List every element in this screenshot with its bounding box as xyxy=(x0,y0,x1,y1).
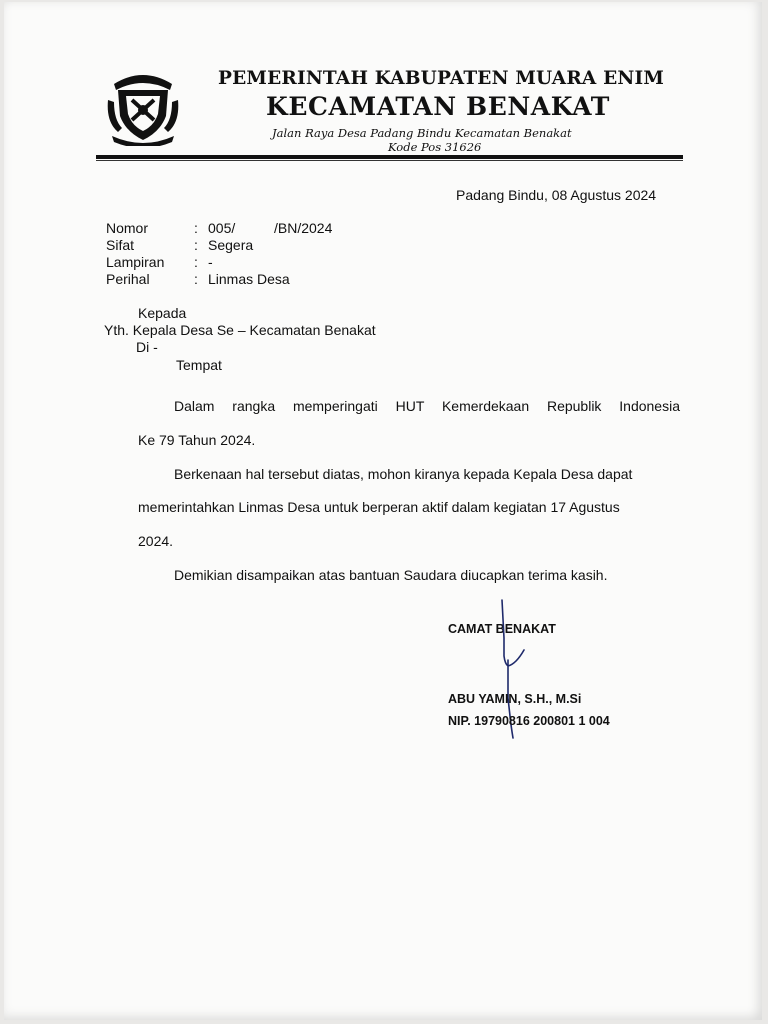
recipient-kepada: Kepada xyxy=(138,305,187,321)
letterhead-address: Jalan Raya Desa Padang Bindu Kecamatan Benakat xyxy=(272,126,572,140)
perihal-label: Perihal xyxy=(106,271,150,287)
lampiran-separator: : xyxy=(194,254,198,270)
letterhead-divider-thin xyxy=(96,160,683,161)
body-paragraph-1-line-1: Dalam rangka memperingati HUT Kemerdekaan Republik Indonesia xyxy=(174,398,680,414)
body-paragraph-2-line-3: 2024. xyxy=(138,533,174,549)
body-paragraph-2-line-2: memerintahkan Linmas Desa untuk berperan aktif dalam kegiatan 17 Agustus xyxy=(138,499,620,515)
signatory-nip: NIP. 19790816 200801 1 004 xyxy=(448,714,610,728)
perihal-separator: : xyxy=(194,271,198,287)
nomor-separator: : xyxy=(194,220,198,236)
letter-page xyxy=(4,2,762,1020)
recipient-tempat: Tempat xyxy=(176,357,222,373)
letterhead-government: PEMERINTAH KABUPATEN MUARA ENIM xyxy=(218,68,665,89)
body-closing-paragraph: Demikian disampaikan atas bantuan Saudara diucapkan terima kasih. xyxy=(174,567,608,583)
lampiran-value: - xyxy=(208,254,213,270)
recipient-yth: Yth. Kepala Desa Se – Kecamatan Benakat xyxy=(104,322,376,338)
recipient-di: Di - xyxy=(136,339,158,355)
nomor-value-prefix: 005/ xyxy=(208,220,236,236)
signatory-name: ABU YAMIN, S.H., M.Si xyxy=(448,692,582,706)
signatory-title: CAMAT BENAKAT xyxy=(448,622,556,636)
letter-date: Padang Bindu, 08 Agustus 2024 xyxy=(456,187,657,203)
regency-emblem-icon xyxy=(104,70,182,146)
letterhead-district: KECAMATAN BENAKAT xyxy=(266,92,610,121)
sifat-value: Segera xyxy=(208,237,254,253)
perihal-value: Linmas Desa xyxy=(208,271,290,287)
sifat-label: Sifat xyxy=(106,237,135,253)
nomor-value-suffix: /BN/2024 xyxy=(274,220,333,236)
letterhead-divider-thick xyxy=(96,155,683,159)
lampiran-label: Lampiran xyxy=(106,254,165,270)
sifat-separator: : xyxy=(194,237,198,253)
nomor-label: Nomor xyxy=(106,220,149,236)
body-paragraph-1-line-2: Ke 79 Tahun 2024. xyxy=(138,432,256,448)
letterhead-postal-code: Kode Pos 31626 xyxy=(388,140,482,154)
body-paragraph-2-line-1: Berkenaan hal tersebut diatas, mohon kiranya kepada Kepala Desa dapat xyxy=(174,466,633,482)
